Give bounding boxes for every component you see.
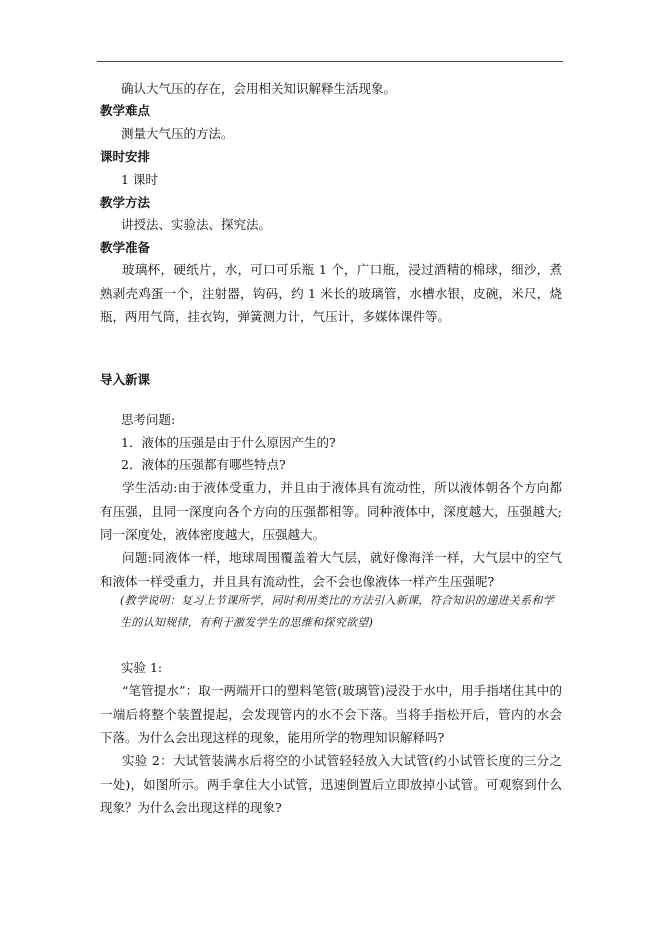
experiment-2-text: 实验 2：大试管装满水后将空的小试管轻轻放入大试管(约小试管长度的三分之一处)，如图所示。两手拿住大小试管，迅速倒置后立即放掉小试管。可观察到什么现象？为什么会出现这样的现象? (100, 753, 562, 815)
experiment-1-text: “笔管提水”：取一两端开口的塑料笔管(玻璃管)浸没于水中，用手指堵住其中的一端后将整个装置提起，会发现管内的水不会下落。当将手指松开后，管内的水会下落。为什么会出现这样的现象，能用所学的物理知识解释吗? (100, 683, 562, 745)
method-text: 讲授法、实验法、探究法。 (121, 217, 272, 232)
question-2: 2．液体的压强都有哪些特点? (121, 457, 286, 472)
lead-question: 问题:同液体一样，地球周围覆盖着大气层，就好像海洋一样，大气层中的空气和液体一样受重力，并且具有流动性，会不会也像液体一样产生压强呢? (100, 550, 562, 589)
think-label: 思考问题: (121, 412, 176, 427)
prep-heading: 教学准备 (100, 240, 151, 255)
difficulty-text: 测量大气压的方法。 (121, 126, 234, 141)
experiment-1-label: 实验 1: (121, 660, 163, 675)
student-activity: 学生活动:由于液体受重力，并且由于液体具有流动性，所以液体朝各个方向都有压强，且同一深度向各个方向的压强都相等。同种液体中，深度越大，压强越大;同一深度处，液体密度越大，压强越大。 (100, 480, 562, 542)
intro-line: 确认大气压的存在，会用相关知识解释生活现象。 (121, 81, 397, 96)
teaching-note: (教学说明：复习上节课所学，同时利用类比的方法引入新课，符合知识的递进关系和学生的认知规律，有利于激发学生的思维和探究欲望) (120, 594, 554, 629)
question-1: 1．液体的压强是由于什么原因产生的? (121, 435, 336, 450)
difficulty-heading: 教学难点 (100, 103, 151, 118)
schedule-text: 1 课时 (121, 172, 158, 187)
schedule-heading: 课时安排 (100, 149, 151, 164)
new-lesson-heading: 导入新课 (100, 372, 151, 387)
prep-text: 玻璃杯，硬纸片，水，可口可乐瓶 1 个，广口瓶，浸过酒精的棉球，细沙，煮熟剥壳鸡蛋一个，注射器，钩码，约 1 米长的玻璃管，水槽水银，皮碗，米尺，烧瓶，两用气筒，挂衣钩，弹簧测力计，气压计，多媒体课件等。 (100, 262, 562, 324)
header-rule (97, 61, 563, 62)
method-heading: 教学方法 (100, 195, 151, 210)
